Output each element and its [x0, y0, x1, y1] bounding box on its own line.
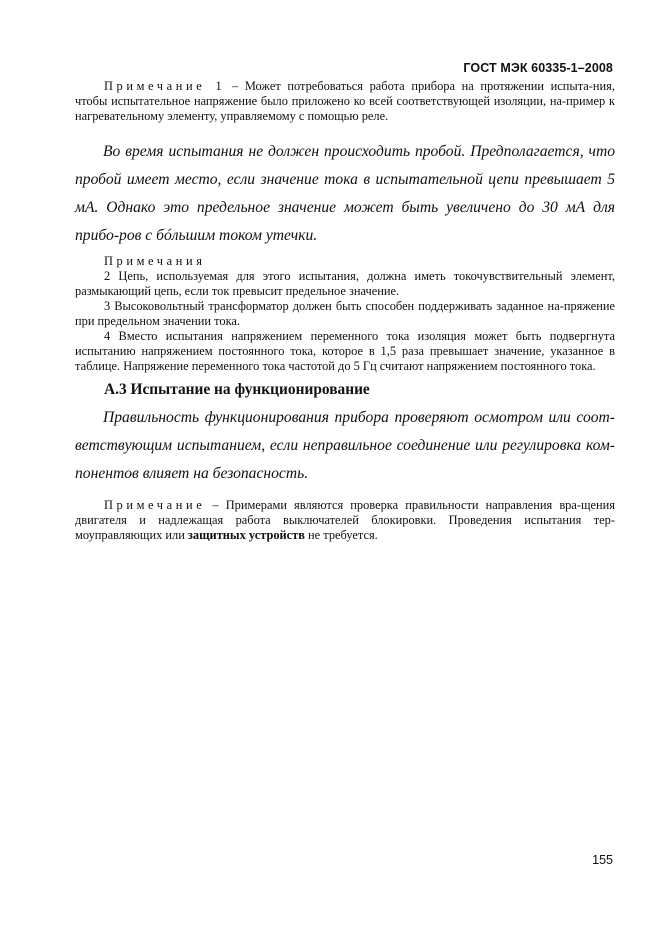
requirement-paragraph-1: Во время испытания не должен происходить пробой. Предполагается, что пробой имеет место, если значение тока в испытательной цепи превышает 5 мА. Однако это предельное значение может быть увеличено до 30 мА для прибо-ров с бóльшим током утечки. [75, 143, 615, 244]
page-content [75, 79, 615, 543]
note-final-label: Примечание [104, 498, 206, 512]
note-final [75, 498, 615, 543]
note-1 [75, 79, 615, 124]
note-3: 3 Высоковольтный трансформатор должен быть способен поддерживать заданное на-пряжение при предельном значении тока. [75, 299, 615, 328]
note-1-text: – Может потребоваться работа прибора на протяжении испыта-ния, чтобы испытательное напряжение было приложено ко всей соответствующей изоляции, на-пример к нагревательному элементу, управляемому с помощью реле. [75, 79, 615, 123]
requirement-paragraph-2: Правильность функционирования прибора проверяют осмотром или соот-ветствующим испытанием, если неправильное соединение или регулировка ком-понентов влияет на безопасность. [75, 409, 615, 482]
note-1-label: Примечание 1 [104, 79, 226, 93]
section-title: А.3 Испытание на функционирование [104, 381, 370, 398]
page-number: 155 [592, 853, 613, 867]
note-final-text-after: не требуется. [304, 528, 378, 542]
note-2: 2 Цепь, используемая для этого испытания, должна иметь токочувствительный элемент, размыкающий цепь, если ток превысит предельное значение. [75, 269, 615, 298]
protective-devices-term: защитных устройств [187, 528, 305, 542]
notes-heading: Примечания [104, 254, 206, 268]
note-final-text-before: – Примерами являются проверка правильности направления вра-щения двигателя и надлежащая работа выключателей блокировки. Проведения испытания тер-моуправляющих или [75, 498, 615, 542]
note-4: 4 Вместо испытания напряжением переменного тока изоляция может быть подвергнута испытанию напряжением постоянного тока, которое в 1,5 раза превышает значение, указанное в таблице. Напряжение переменного тока частотой до 5 Гц считают напряжением постоянного тока. [75, 329, 615, 373]
standard-header: ГОСТ МЭК 60335-1–2008 [463, 61, 613, 75]
